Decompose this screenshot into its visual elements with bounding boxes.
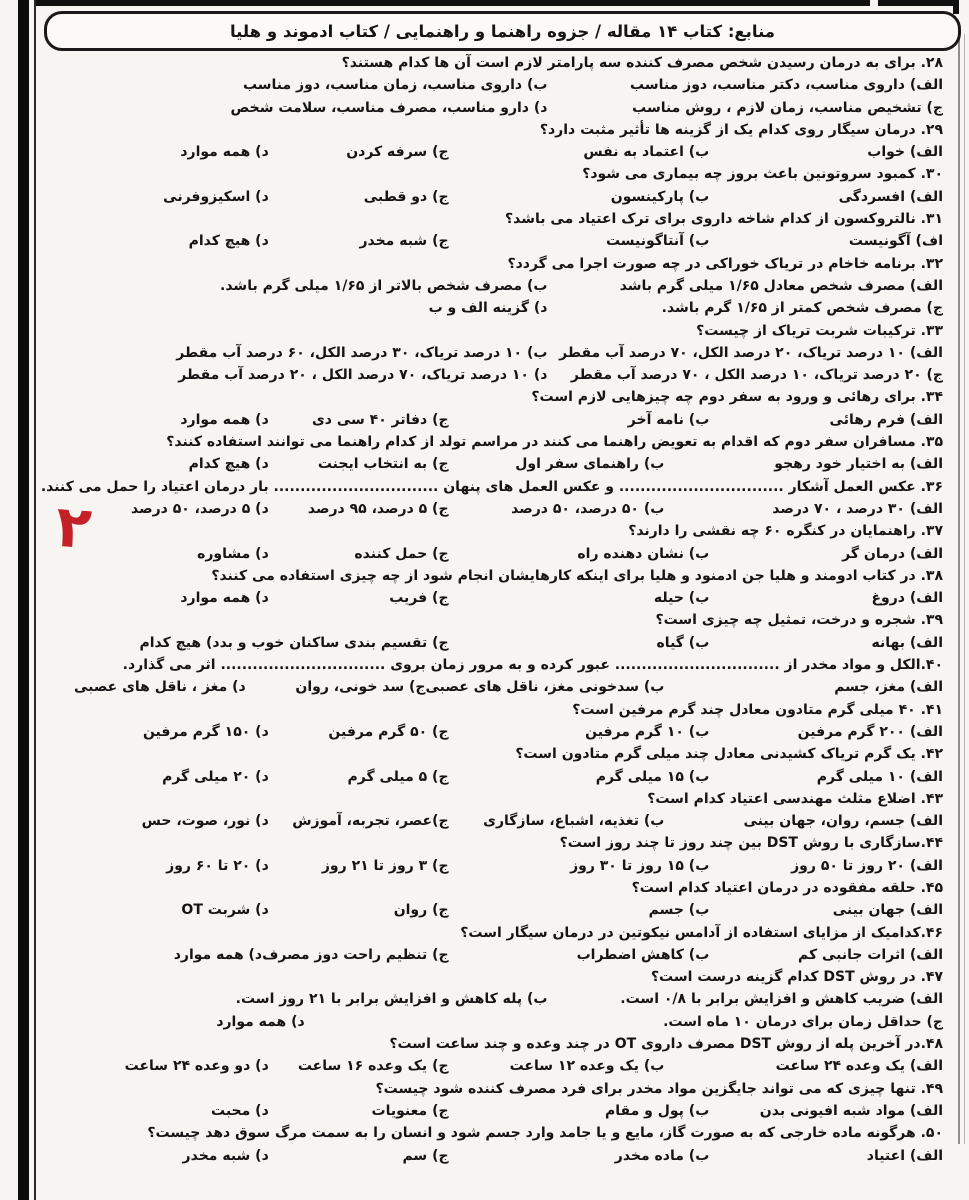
option: ج) به انتخاب ایجنت: [317, 456, 449, 473]
scan-edge-left-line: [34, 0, 36, 1200]
option: الف) به اختیار خود رهجو: [774, 456, 943, 473]
option: الف) اثرات جانبی کم: [798, 946, 943, 963]
question-text: ۳۶. عکس العمل آشکار ............................... و عکس العمل های پنهان ............................... بار درمان اعتیاد را حمل می کنند.: [40, 478, 943, 495]
option: ب) نشان دهنده راه: [577, 545, 710, 562]
question-text: ۴۷. در روش DST کدام گزینه درست است؟: [650, 969, 943, 986]
option: د) هیچ کدام: [139, 634, 220, 651]
options-row: [44, 141, 943, 163]
option: الف) اعتیاد: [866, 1147, 943, 1164]
options-row: [44, 97, 943, 119]
option: الف) ۳۰ درصد ، ۷۰ درصد: [772, 500, 943, 517]
question-text: ۴۱. ۴۰ میلی گرم متادون معادل چند گرم مرفین است؟: [572, 701, 943, 718]
option: د) همه موارد: [216, 1013, 305, 1030]
option: الف) بهانه: [871, 634, 943, 651]
question-text: ۳۲. برنامه خاخام در تریاک خوراکی در چه صورت اجرا می گردد؟: [507, 255, 943, 272]
option: ج) سرفه کردن: [346, 144, 449, 161]
option: د) گزینه الف و ب: [428, 300, 548, 317]
option: ج) سم: [402, 1147, 449, 1164]
question-text: ۴۶.کدامیک از مزایای استفاده از آدامس نیکوتین در درمان سیگار است؟: [460, 924, 943, 941]
question-text: ۴۲. یک گرم تریاک کشیدنی معادل چند میلی گرم متادون است؟: [515, 746, 943, 763]
option: ب) یک وعده ۱۲ ساعت: [509, 1058, 665, 1075]
option: د) محبت: [211, 1102, 269, 1119]
scan-edge-top-bar-segment: [878, 0, 958, 6]
option: الف) ۲۰۰ گرم مرفین: [797, 723, 943, 740]
options-row: [44, 1145, 943, 1167]
question-text: ۳۵. مسافران سفر دوم که اقدام به تعویض راهنما می کنند در مراسم تولد از کدام راهنما می توانند استفاده کنند؟: [166, 434, 943, 451]
sources-header-box: [44, 11, 961, 51]
question-text: ۴۸.در آخرین پله از روش DST مصرف داروی OT در چند وعده و چند ساعت است؟: [389, 1036, 943, 1053]
scan-edge-left-bar: [18, 0, 29, 1200]
option: الف) جسم، روان، جهان بینی: [743, 813, 943, 830]
option: ج) ۵۰ گرم مرفین: [328, 723, 449, 740]
option: د) ۲۰ میلی گرم: [162, 768, 269, 785]
option: ج) ۵ درصد، ۹۵ درصد: [307, 500, 449, 517]
options-row: [44, 899, 943, 921]
sources-header-text: منابع: کتاب ۱۴ مقاله / جزوه راهنما و راهنمایی / کتاب ادموند و هلیا: [229, 21, 776, 41]
option: ج) ۵ میلی گرم: [347, 768, 449, 785]
options-row: [44, 342, 943, 364]
question-text: ۴۵. حلقه مفقوده در درمان اعتیاد کدام است؟: [631, 879, 943, 896]
option: ج) تقسیم بندی ساکنان خوب و بد: [219, 634, 449, 651]
option: ب) داروی مناسب، زمان مناسب، دوز مناسب: [242, 77, 548, 94]
option: ب) پول و مقام: [605, 1102, 710, 1119]
scan-edge-corner-mark: [953, 0, 959, 14]
question-text: ۳۷. راهنمایان در کنگره ۶۰ چه نقشی را دارند؟: [628, 523, 943, 540]
question-text: ۳۰. کمبود سروتونین باعث بروز چه بیماری می شود؟: [582, 166, 943, 183]
option: ب) ۱۵ روز تا ۳۰ روز: [570, 857, 710, 874]
options-row: [44, 855, 943, 877]
option: د) ۱۰ درصد تریاک، ۷۰ درصد الکل ، ۲۰ درصد آب مقطر: [178, 367, 548, 384]
options-row: [44, 543, 943, 565]
option: د) شربت OT: [181, 902, 269, 919]
scan-edge-right-line-faint: [964, 34, 965, 1144]
option: د) همه موارد: [180, 590, 269, 607]
option: الف) دروغ: [871, 590, 943, 607]
option: الف) فرم رهائی: [829, 411, 943, 428]
option: الف) یک وعده ۲۴ ساعت: [775, 1058, 943, 1075]
option: ج) تنظیم راحت دوز مصرف: [262, 946, 449, 963]
option: ج) تشخیص مناسب، زمان لازم ، روش مناسب: [632, 99, 943, 116]
question-text: ۴۹. تنها چیزی که می تواند جایگزین مواد مخدر برای فرد مصرف کننده شود چیست؟: [375, 1080, 943, 1097]
option: الف) مصرف شخص معادل ۱/۶۵ میلی گرم باشد: [619, 277, 943, 294]
option: د) مغز ، ناقل های عصبی: [73, 679, 246, 696]
options-row: [44, 988, 943, 1010]
option: ب) سدخونی مغز، ناقل های عصبی: [425, 679, 665, 696]
option: ج) ۲۰ درصد تریاک، ۱۰ درصد الکل ، ۷۰ درصد آب مقطر: [570, 367, 943, 384]
option: الف) داروی مناسب، دکتر مناسب، دوز مناسب: [630, 77, 943, 94]
option: ج) فریب: [389, 590, 449, 607]
option: ب) حیله: [653, 590, 710, 607]
question-text: ۳۴. برای رهائی و ورود به سفر دوم چه چیزهایی لازم است؟: [531, 389, 943, 406]
question-text: ۳۸. در کتاب ادومند و هلیا جن ادمنود و هلیا برای اینکه کارهایشان انجام شود از چه چیزی استفاده می کنند؟: [211, 567, 943, 584]
options-row: [44, 1100, 943, 1122]
options-row: [44, 74, 943, 96]
option: ج) دو قطبی: [363, 188, 449, 205]
options-row: [44, 275, 943, 297]
options-row: [44, 810, 943, 832]
scan-edge-right-line: [958, 34, 960, 1144]
options-row: [44, 453, 943, 475]
option: د) نور، صوت، حس: [141, 813, 269, 830]
option: ب) پارکینسون: [610, 188, 710, 205]
option: د) هیچ کدام: [188, 456, 269, 473]
options-row: [44, 944, 943, 966]
option: الف) درمان گر: [842, 545, 943, 562]
option: الف) ۲۰ روز تا ۵۰ روز: [791, 857, 943, 874]
option: ج)عصر، تجربه، آموزش: [292, 813, 449, 830]
question-text: ۲۸. برای به درمان رسیدن شخص مصرف کننده سه پارامتر لازم است آن ها کدام هستند؟: [341, 55, 943, 71]
option: د) دو وعده ۲۴ ساعت: [124, 1058, 269, 1075]
option: ب) اعتماد به نفس: [583, 144, 710, 161]
option: د) دارو مناسب، مصرف مناسب، سلامت شخص: [230, 99, 548, 116]
options-row: [44, 364, 943, 386]
options-row: [44, 230, 943, 252]
option: ب) ۱۰ گرم مرفین: [585, 723, 710, 740]
option: ج) معنویات: [371, 1102, 449, 1119]
options-row: [44, 632, 943, 654]
options-row: [44, 409, 943, 431]
option: د) ۵ درصد، ۵۰ درصد: [130, 500, 269, 517]
question-text: ۵۰. هرگونه ماده خارجی که به صورت گاز، مایع و یا جامد وارد جسم شود و انسان را به سمت مرگ سوق دهد چیست؟: [147, 1125, 943, 1142]
option: ب) گیاه: [656, 634, 710, 651]
question-text: ۳۱. نالتروکسون از کدام شاخه داروی برای ترک اعتیاد می باشد؟: [505, 211, 943, 228]
option: ب) تغذیه، اشباع، سازگاری: [483, 813, 665, 830]
option: ب) نامه آخر: [627, 411, 710, 428]
options-row: [44, 297, 943, 319]
option: د) هیچ کدام: [188, 233, 269, 250]
options-row: [44, 676, 943, 698]
option: ب) راهنمای سفر اول: [515, 456, 665, 473]
option: د) همه موارد: [180, 411, 269, 428]
option: ج) روان: [393, 902, 449, 919]
option: د) ۱۵۰ گرم مرفین: [142, 723, 269, 740]
option: ج) حمل کننده: [354, 545, 449, 562]
question-text: ۴۴.سازگاری با روش DST بین چند روز تا چند روز است؟: [559, 835, 943, 852]
question-text: ۴۰.الکل و مواد مخدر از ............................... عبور کرده و به مرور زمان بروی ............................... اثر می گذارد.: [122, 657, 943, 674]
options-row: [44, 587, 943, 609]
option: ج) ۳ روز تا ۲۱ روز: [321, 857, 449, 874]
question-text: ۲۹. درمان سیگار روی کدام یک از گزینه ها تأثیر مثبت دارد؟: [539, 121, 943, 138]
option: ج) شبه مخدر: [359, 233, 449, 250]
option: الف) ۱۰ میلی گرم: [816, 768, 943, 785]
option: د) ۲۰ تا ۶۰ روز: [166, 857, 269, 874]
option: ج) سد خونی، روان: [295, 679, 426, 696]
option: ب) کاهش اضطراب: [576, 946, 710, 963]
questions-area: [40, 52, 943, 1167]
question-text: ۳۹. شجره و درخت، تمثیل چه چیزی است؟: [655, 612, 943, 629]
option: ب) آنتاگونیست: [605, 233, 710, 250]
option: الف) خواب: [867, 144, 943, 161]
option: د) شبه مخدر: [182, 1147, 269, 1164]
option: ب) ماده مخدر: [614, 1147, 710, 1164]
option: ب) ۵۰ درصد، ۵۰ درصد: [511, 500, 665, 517]
option: ب) ۱۵ میلی گرم: [595, 768, 710, 785]
option: الف) ضریب کاهش و افزایش برابر با ۰/۸ است.: [620, 991, 943, 1008]
question-text: ۳۳. ترکیبات شربت تریاک از چیست؟: [696, 322, 943, 339]
option: ب) مصرف شخص بالاتر از ۱/۶۵ میلی گرم باشد.: [220, 277, 548, 294]
question-text: ۴۳. اضلاع مثلث مهندسی اعتیاد کدام است؟: [647, 790, 943, 807]
option: ب) پله کاهش و افزایش برابر با ۲۱ روز است.: [235, 991, 548, 1008]
options-row: [44, 766, 943, 788]
options-row: [44, 498, 943, 520]
option: د) اسکیزوفرنی: [163, 188, 269, 205]
option: ب) جسم: [648, 902, 710, 919]
option: ج) دفاتر ۴۰ سی دی: [311, 411, 449, 428]
handwritten-page-number: ۲: [53, 491, 94, 563]
option: الف) مواد شبه افیونی بدن: [759, 1102, 943, 1119]
option: الف) ۱۰ درصد تریاک، ۲۰ درصد الکل، ۷۰ درصد آب مقطر: [559, 344, 943, 361]
options-row: [44, 186, 943, 208]
options-row: [44, 721, 943, 743]
option: ب) ۱۰ درصد تریاک، ۳۰ درصد الکل، ۶۰ درصد آب مقطر: [176, 344, 548, 361]
option: د) مشاوره: [197, 545, 269, 562]
option: الف) مغز، جسم: [834, 679, 943, 696]
option: الف) جهان بینی: [832, 902, 943, 919]
options-row: [44, 1011, 943, 1033]
option: د) همه موارد: [180, 144, 269, 161]
option: ج) حداقل زمان برای درمان ۱۰ ماه است.: [663, 1013, 943, 1030]
option: ج) یک وعده ۱۶ ساعت: [297, 1058, 449, 1075]
options-row: [44, 1055, 943, 1077]
scan-edge-top-bar: [36, 0, 870, 6]
option: د) همه موارد: [173, 946, 263, 963]
option: الف) افسردگی: [838, 188, 943, 205]
option: ج) مصرف شخص کمتر از ۱/۶۵ گرم باشد.: [661, 300, 943, 317]
option: اف) آگونیست: [848, 233, 943, 250]
